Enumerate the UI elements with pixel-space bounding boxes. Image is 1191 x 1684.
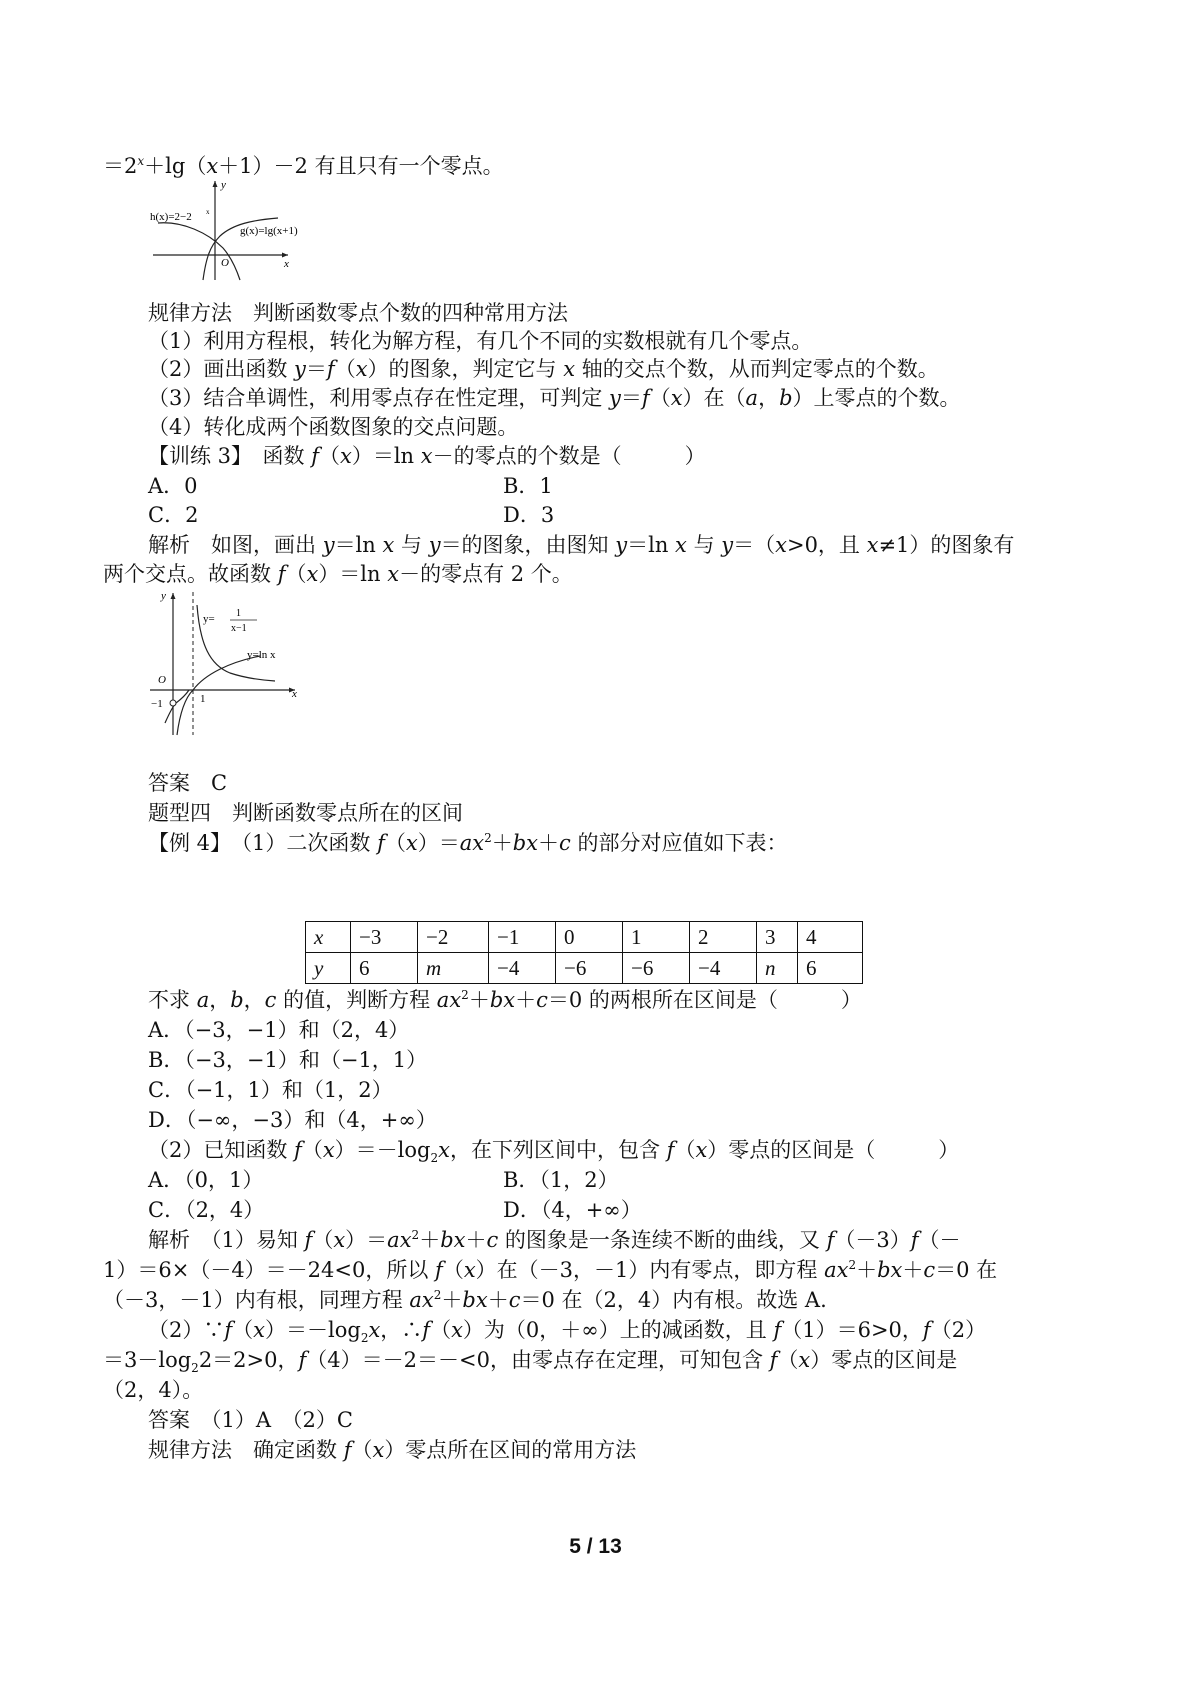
table-cell: −3: [351, 922, 418, 953]
analysis-4-line-5: $=3-\log_22=2>0$，f（4）＝－2＝－<0，由零点存在定理，可知包含 f（x）零点的区间是: [103, 1348, 958, 1376]
analysis-4-line-6: （2，4）。: [103, 1378, 204, 1402]
table-cell: −1: [489, 922, 556, 953]
answer-label: 答案: [148, 771, 190, 795]
tick-1-label: 1: [200, 693, 206, 705]
table-header-cell: x: [306, 922, 351, 953]
table-cell: 3: [757, 922, 798, 953]
method-label: 规律方法: [148, 301, 232, 325]
method-item-1: （1）利用方程根，转化为解方程，有几个不同的实数根就有几个零点。: [148, 329, 813, 353]
ln-function-label: y=ln x: [247, 649, 276, 661]
origin-label: O: [221, 257, 229, 269]
h-function-exponent: x: [206, 208, 210, 216]
q2-option-a: A．（0，1）: [148, 1168, 264, 1192]
answer-label: 答案: [148, 1408, 190, 1432]
answer-4: [148, 1406, 353, 1434]
section-title: 题型四 判断函数零点所在的区间: [148, 801, 463, 825]
reciprocal-label-prefix: y=: [203, 613, 215, 625]
q1-option-d: D．（−∞，−3）和（4，+∞）: [148, 1108, 437, 1132]
table-cell: 6: [351, 953, 418, 984]
table-row: [306, 922, 863, 953]
table-cell: −6: [623, 953, 690, 984]
option-c: C．2: [148, 503, 199, 527]
x-axis-label: x: [292, 688, 297, 700]
table-cell: 1: [623, 922, 690, 953]
analysis-3-line-2: 两个交点。故函数 f（x）＝ln x－的零点有 2 个。: [103, 562, 573, 586]
option-b: B．1: [503, 474, 553, 498]
example-4-q1-prompt: 不求 a，b，c 的值，判断方程 $ax^2+bx+c=0$ 的两根所在区间是（ ）: [148, 988, 862, 1012]
option-d: D．3: [503, 503, 555, 527]
q2-option-d: D．（4，+∞）: [503, 1198, 642, 1222]
table-cell: 0: [556, 922, 623, 953]
table-cell: m: [418, 953, 489, 984]
table-cell: n: [757, 953, 798, 984]
answer-3: [148, 769, 227, 797]
table-row: [306, 953, 863, 984]
x-axis-label: x: [284, 258, 289, 270]
table-cell: 4: [798, 922, 863, 953]
method-title: 判断函数零点个数的四种常用方法: [253, 301, 568, 325]
h-function-label: h(x)=2−2: [150, 211, 192, 223]
table-cell: −4: [690, 953, 757, 984]
method-label: 规律方法: [148, 1438, 232, 1462]
table-cell: −4: [489, 953, 556, 984]
table-cell: 6: [798, 953, 863, 984]
page-number: 5 / 13: [569, 1535, 622, 1558]
origin-label: O: [158, 674, 166, 686]
g-function-label: g(x)=lg(x+1): [240, 225, 298, 237]
method-heading: [148, 299, 568, 327]
method-text: 确定函数: [253, 1438, 337, 1462]
tick-minus1-label: −1: [151, 698, 163, 710]
analysis-4-line-1: 解析 （1）易知 $f(x)=ax^2+bx+c$ 的图象是一条连续不断的曲线，又 f（－3）f（－: [148, 1228, 961, 1252]
function-graph-2: [145, 590, 305, 744]
y-axis-label: y: [161, 590, 166, 602]
method-4-heading: 规律方法 确定函数 f（x）零点所在区间的常用方法: [148, 1438, 637, 1462]
fraction-denominator: x−1: [231, 623, 247, 634]
fraction-numerator: 1: [236, 608, 241, 619]
method-item-3: （3）结合单调性，利用零点存在性定理，可判定 y＝f（x）在（a，b）上零点的个数。: [148, 386, 961, 410]
answer-value: （1）A （2）C: [211, 1408, 353, 1432]
q2-option-b: B．（1，2）: [503, 1168, 619, 1192]
analysis-3-line-1: 解析 如图，画出 y＝ln x 与 y＝的图象，由图知 y＝ln x 与 y＝（x>0，且 x≠1）的图象有: [148, 533, 1015, 557]
option-a: A．0: [148, 474, 198, 498]
q1-option-c: C．（−1，1）和（1，2）: [148, 1078, 393, 1102]
example-4-q2: （2）已知函数 $f(x)=-\log_2x$，在下列区间中，包含 f（x）零点的区间是（ ）: [148, 1138, 960, 1166]
example-label: 【例 4】: [148, 831, 221, 855]
q2-option-c: C．（2，4）: [148, 1198, 265, 1222]
analysis-4-line-2: 1）＝6×（－4）＝－24<0，所以 f（x）在（－3，－1）内有零点，即方程 $ax^2+bx+c=0$ 在: [103, 1258, 998, 1282]
method-item-2: （2）画出函数 y＝f（x）的图象，判定它与 x 轴的交点个数，从而判定零点的个数。: [148, 357, 939, 381]
text-line: $=2^x+\lg(x+1)-2$ 有且只有一个零点。: [103, 154, 504, 178]
method-item-4: （4）转化成两个函数图象的交点问题。: [148, 415, 519, 439]
answer-value: C: [211, 771, 228, 795]
table-cell: 2: [690, 922, 757, 953]
q1-option-a: A．（−3，−1）和（2，4）: [148, 1018, 410, 1042]
training-3-question: 【训练 3】 函数 f（x）＝ln x－的零点的个数是（ ）: [148, 444, 706, 468]
table-cell: −6: [556, 953, 623, 984]
table-cell: −2: [418, 922, 489, 953]
y-axis-label: y: [221, 179, 226, 191]
analysis-4-line-3: （－3，－1）内有根，同理方程 $ax^2+bx+c=0$ 在（2，4）内有根。故选 A.: [103, 1288, 827, 1312]
analysis-4-line-4: $(2)\because f(x)=-\log_2x$，∴f（x）为（0，＋∞）上的减函数，且 f（1）＝6>0，f（2）: [148, 1318, 987, 1346]
function-graph-1: [148, 178, 333, 287]
value-table: [305, 921, 863, 984]
example-4-question: 【例 4】 （1）二次函数 $f(x)=ax^2+bx+c$ 的部分对应值如下表：: [148, 831, 788, 855]
table-header-cell: y: [306, 953, 351, 984]
q1-option-b: B．（−3，−1）和（−1，1）: [148, 1048, 428, 1072]
